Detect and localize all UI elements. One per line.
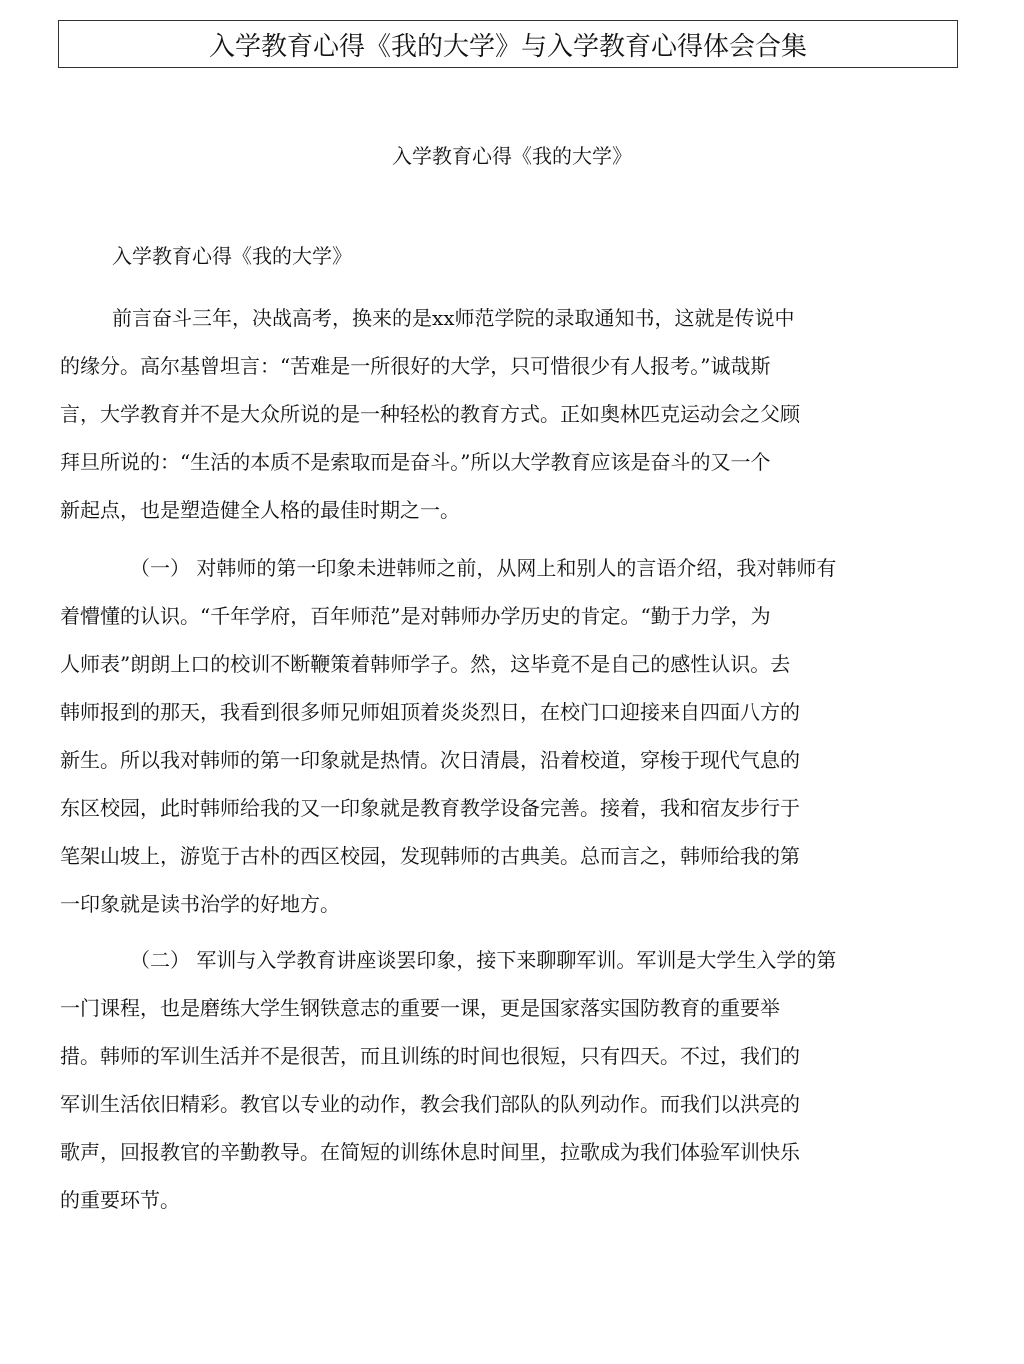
- section-heading: 入学教育心得《我的大学》: [112, 244, 352, 268]
- document-title-box: [58, 20, 958, 68]
- paragraph-preface: [60, 304, 965, 544]
- paragraph-line: （二） 军训与入学教育讲座谈罢印象，接下来聊聊军训。军训是大学生入学的第: [130, 948, 837, 972]
- paragraph-line: 东区校园，此时韩师给我的又一印象就是教育教学设备完善。接着，我和宿友步行于: [60, 796, 800, 820]
- paragraph-line: 新生。所以我对韩师的第一印象就是热情。次日清晨，沿着校道，穿梭于现代气息的: [60, 748, 800, 772]
- paragraph-first-impression: [60, 554, 965, 938]
- document-subtitle: 入学教育心得《我的大学》: [392, 144, 632, 168]
- paragraph-line: 军训生活依旧精彩。教官以专业的动作，教会我们部队的队列动作。而我们以洪亮的: [60, 1092, 800, 1116]
- paragraph-line: 拜旦所说的：“生活的本质不是索取而是奋斗。”所以大学教育应该是奋斗的又一个: [60, 450, 771, 474]
- paragraph-line: 人师表”朗朗上口的校训不断鞭策着韩师学子。然，这毕竟不是自己的感性认识。去: [60, 652, 791, 676]
- paragraph-line: 歌声，回报教官的辛勤教导。在简短的训练休息时间里，拉歌成为我们体验军训快乐: [60, 1140, 800, 1164]
- paragraph-line: 韩师报到的那天，我看到很多师兄师姐顶着炎炎烈日，在校门口迎接来自四面八方的: [60, 700, 800, 724]
- paragraph-line: 笔架山坡上，游览于古朴的西区校园，发现韩师的古典美。总而言之，韩师给我的第: [60, 844, 800, 868]
- paragraph-line: 前言奋斗三年，决战高考，换来的是xx师范学院的录取通知书，这就是传说中: [112, 306, 795, 330]
- document-title: 入学教育心得《我的大学》与入学教育心得体会合集: [208, 31, 807, 62]
- paragraph-line: 的重要环节。: [60, 1188, 180, 1212]
- paragraph-line: 一印象就是读书治学的好地方。: [60, 892, 340, 916]
- paragraph-military-training: [60, 946, 965, 1234]
- paragraph-line: （一） 对韩师的第一印象未进韩师之前，从网上和别人的言语介绍，我对韩师有: [130, 556, 837, 580]
- paragraph-line: 着懵懂的认识。“千年学府，百年师范”是对韩师办学历史的肯定。“勤于力学，为: [60, 604, 771, 628]
- paragraph-line: 措。韩师的军训生活并不是很苦，而且训练的时间也很短，只有四天。不过，我们的: [60, 1044, 800, 1068]
- paragraph-line: 的缘分。高尔基曾坦言：“苦难是一所很好的大学，只可惜很少有人报考。”诚哉斯: [60, 354, 771, 378]
- paragraph-line: 言，大学教育并不是大众所说的是一种轻松的教育方式。正如奥林匹克运动会之父顾: [60, 402, 800, 426]
- paragraph-line: 一门课程，也是磨练大学生钢铁意志的重要一课，更是国家落实国防教育的重要举: [60, 996, 780, 1020]
- paragraph-line: 新起点，也是塑造健全人格的最佳时期之一。: [60, 498, 460, 522]
